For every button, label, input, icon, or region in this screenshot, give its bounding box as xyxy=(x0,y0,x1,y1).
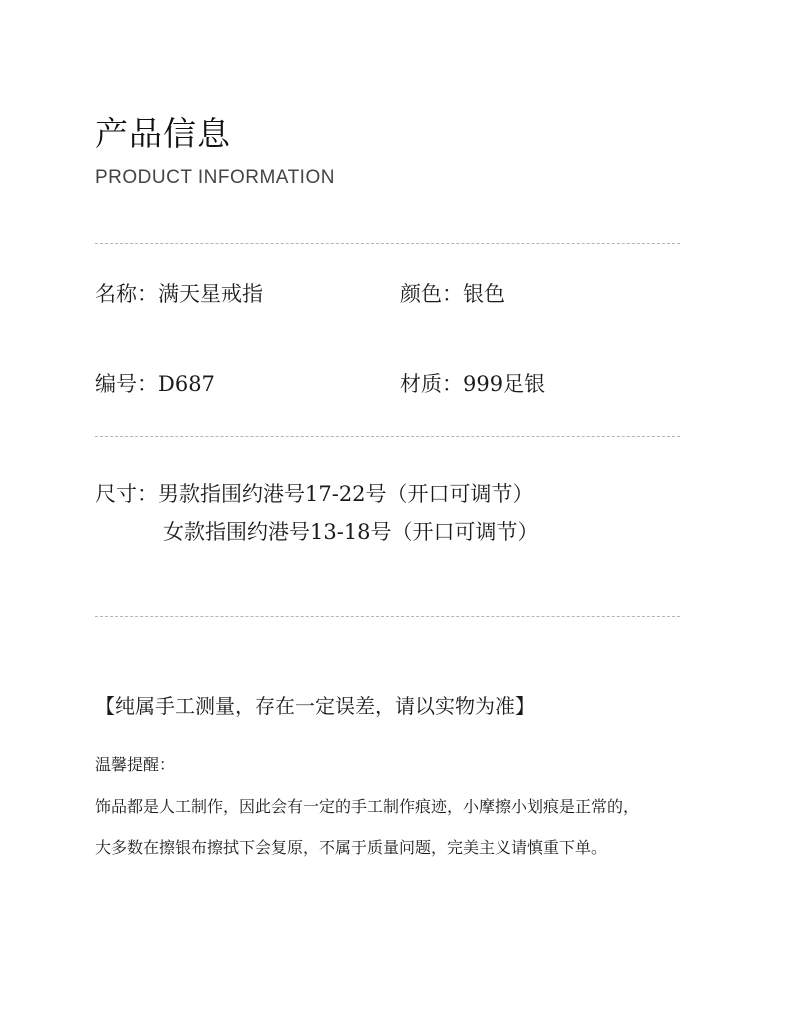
size-men: 尺寸：男款指围约港号17-22号（开口可调节） xyxy=(95,482,534,506)
disclaimer: 【纯属手工测量，存在一定误差，请以实物为准】 xyxy=(95,694,535,718)
product-material: 材质：999足银 xyxy=(400,372,546,396)
product-color: 颜色：银色 xyxy=(400,282,505,306)
size-women: 女款指围约港号13-18号（开口可调节） xyxy=(163,520,539,544)
reminder-line-2: 大多数在擦银布擦拭下会复原，不属于质量问题，完美主义请慎重下单。 xyxy=(95,838,608,857)
reminder-line-1: 饰品都是人工制作，因此会有一定的手工制作痕迹，小摩擦小划痕是正常的， xyxy=(95,797,640,816)
divider xyxy=(95,616,680,617)
page-title: 产品信息 xyxy=(95,114,231,153)
reminder-title: 温馨提醒： xyxy=(95,755,176,774)
product-name: 名称：满天星戒指 xyxy=(95,282,263,306)
divider xyxy=(95,436,680,437)
divider xyxy=(95,243,680,244)
product-code: 编号：D687 xyxy=(95,372,215,396)
page-subtitle: PRODUCT INFORMATION xyxy=(95,167,335,188)
